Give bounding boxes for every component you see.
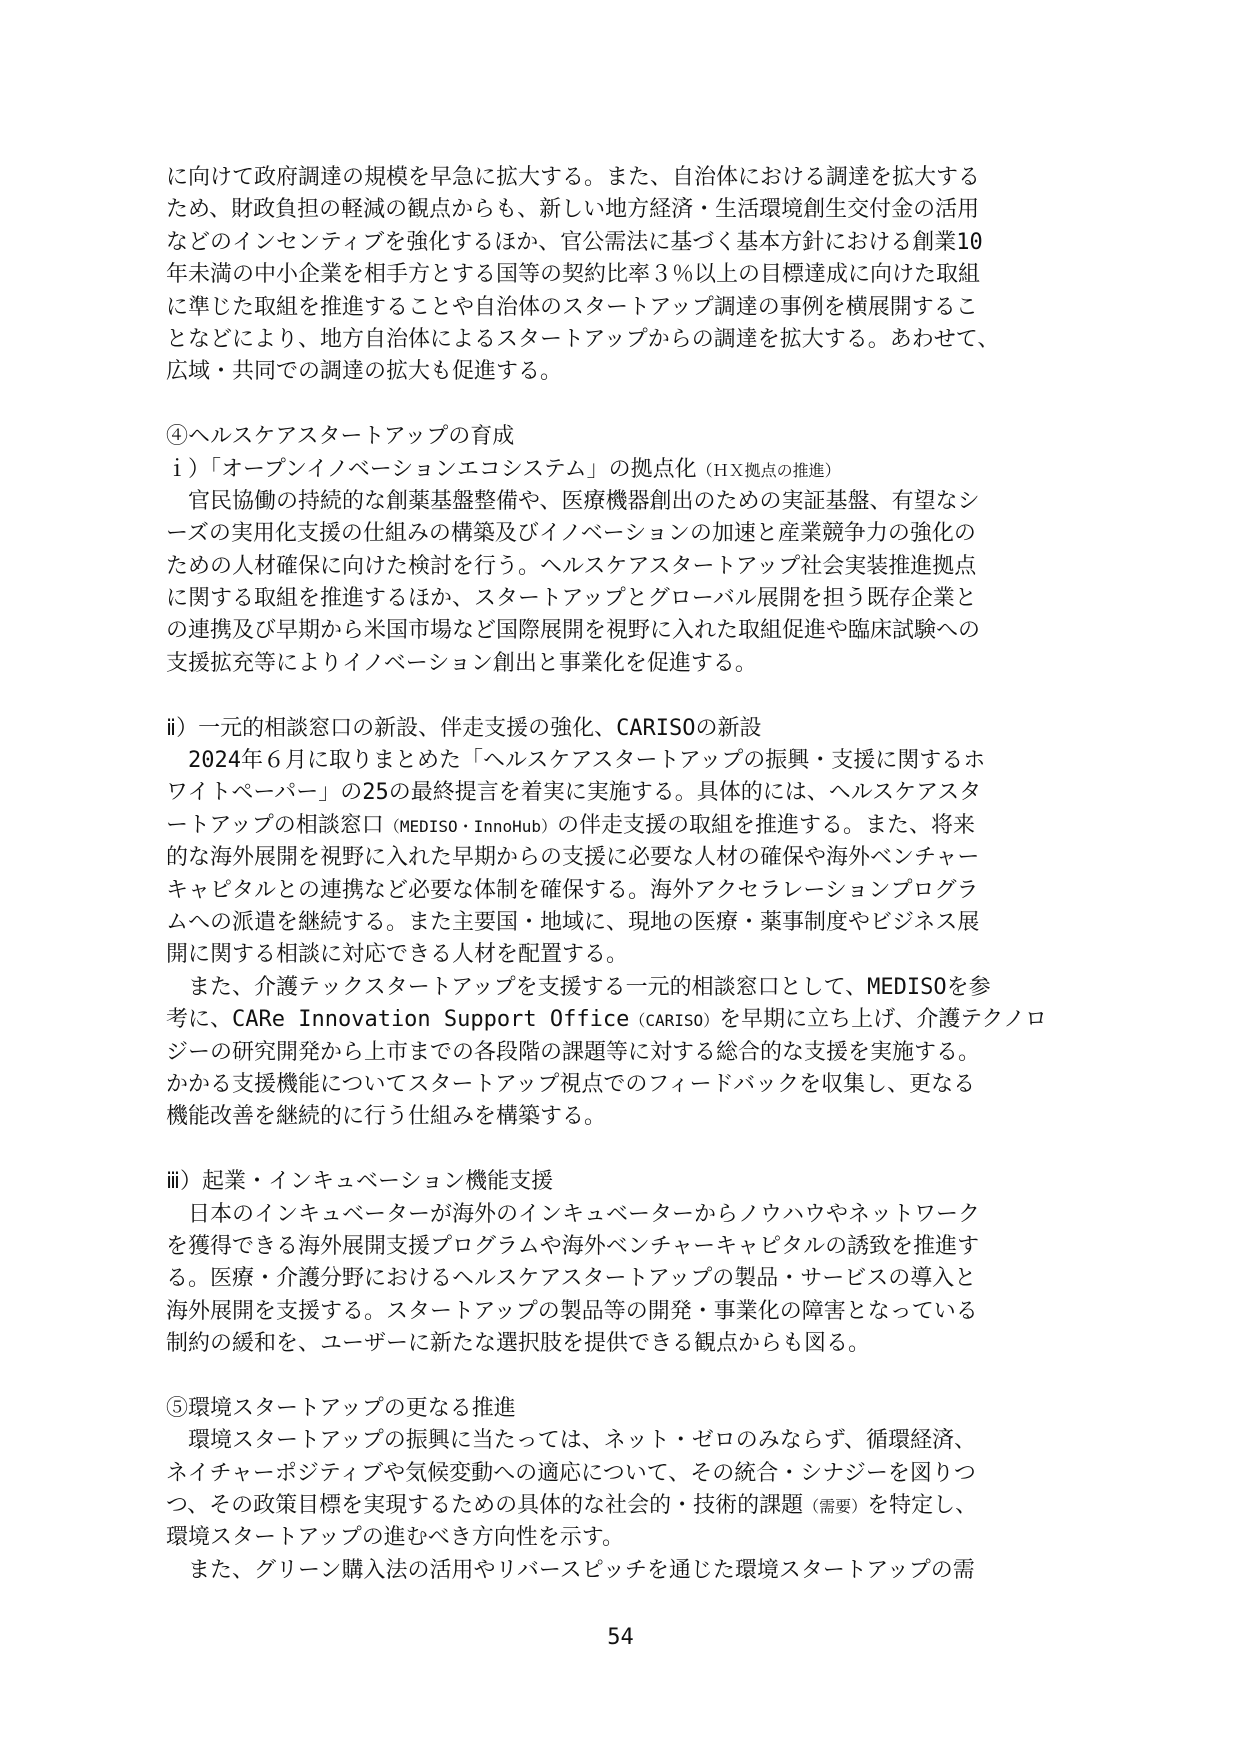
page-number: 54 bbox=[607, 1625, 634, 1650]
text-segment: つ、その政策目標を実現するための具体的な社会的・技術的課題 bbox=[166, 1493, 804, 1519]
text-line: ジーの研究開発から上市までの各段階の課題等に対する総合的な支援を実施する。 bbox=[166, 1039, 981, 1065]
subsection-heading-hx bbox=[166, 454, 1106, 486]
document-body bbox=[166, 162, 1106, 1587]
text-line: かかる支援機能についてスタートアップ視点でのフィードバックを収集し、更なる bbox=[166, 1071, 976, 1097]
text-line: 支援拡充等によりイノベーション創出と事業化を促進する。 bbox=[166, 650, 757, 676]
subsection-heading-consultation: ⅱ）一元的相談窓口の新設、伴走支援の強化、CARISOの新設 bbox=[166, 715, 762, 741]
paragraph-spacer bbox=[166, 1134, 1106, 1166]
text-line bbox=[166, 1004, 1106, 1036]
text-segment: の伴走支援の取組を推進する。また、将来 bbox=[557, 812, 976, 838]
text-line: 日本のインキュベーターが海外のインキュベーターからノウハウやネットワーク bbox=[166, 1201, 981, 1227]
text-line: 官民協働の持続的な創薬基盤整備や、医療機器創出のための実証基盤、有望なシ bbox=[166, 488, 980, 514]
text-line bbox=[166, 1490, 1106, 1522]
text-line: に準じた取組を推進することや自治体のスタートアップ調達の事例を横展開するこ bbox=[166, 294, 978, 320]
text-line: に関する取組を推進するほか、スタートアップとグローバル展開を担う既存企業と bbox=[166, 586, 977, 612]
text-line: の連携及び早期から米国市場など国際展開を視野に入れた取組促進や臨床試験への bbox=[166, 618, 981, 644]
text-line: ーズの実用化支援の仕組みの構築及びイノベーションの加速と産業競争力の強化の bbox=[166, 521, 976, 547]
subsection-heading-note: （ＨＸ拠点の推進） bbox=[696, 460, 841, 480]
text-line: 環境スタートアップの進むべき方向性を示す。 bbox=[166, 1525, 625, 1551]
text-line: 開に関する相談に対応できる人材を配置する。 bbox=[166, 942, 629, 968]
subsection-heading-incubation: ⅲ）起業・インキュベーション機能支援 bbox=[166, 1169, 554, 1195]
paragraph-spacer bbox=[166, 1360, 1106, 1392]
section-heading-environment: ⑤環境スタートアップの更なる推進 bbox=[166, 1395, 516, 1421]
subsection-heading-text: ｉ）「オープンイノベーションエコシステム」の拠点化 bbox=[166, 456, 697, 482]
text-line: また、グリーン購入法の活用やリバースピッチを通じた環境スタートアップの需 bbox=[166, 1557, 975, 1583]
text-segment: を特定し、 bbox=[867, 1493, 978, 1519]
text-line: などのインセンティブを強化するほか、官公需法に基づく基本方針における創業10 bbox=[166, 229, 983, 255]
text-line: る。医療・介護分野におけるヘルスケアスタートアップの製品・サービスの導入と bbox=[166, 1266, 977, 1292]
text-segment: 考に、CARe Innovation Support Office bbox=[166, 1007, 630, 1033]
text-line: となどにより、地方自治体によるスタートアップからの調達を拡大する。あわせて、 bbox=[166, 326, 1000, 352]
text-line: 機能改善を継続的に行う仕組みを構築する。 bbox=[166, 1104, 607, 1130]
inline-note: （需要） bbox=[803, 1497, 868, 1517]
text-line: に向けて政府調達の規模を早急に拡大する。また、自治体における調達を拡大する bbox=[166, 165, 981, 190]
text-segment: ートアップの相談窓口 bbox=[166, 812, 384, 838]
paragraph-procurement bbox=[166, 162, 1106, 389]
text-line: ための人材確保に向けた検討を行う。ヘルスケアスタートアップ社会実装推進拠点 bbox=[166, 553, 977, 579]
text-line: 2024年６月に取りまとめた「ヘルスケアスタートアップの振興・支援に関するホ bbox=[166, 748, 986, 774]
text-line: ネイチャーポジティブや気候変動への適応について、その統合・シナジーを図りつ bbox=[166, 1460, 976, 1486]
text-line: また、介護テックスタートアップを支援する一元的相談窓口として、MEDISOを参 bbox=[166, 974, 991, 1000]
text-line: 制約の緩和を、ユーザーに新たな選択肢を提供できる観点からも図る。 bbox=[166, 1331, 871, 1357]
section-heading-healthcare: ④ヘルスケアスタートアップの育成 bbox=[166, 424, 515, 450]
text-line: 広域・共同での調達の拡大も促進する。 bbox=[166, 359, 563, 385]
text-line: 海外展開を支援する。スタートアップの製品等の開発・事業化の障害となっている bbox=[166, 1298, 978, 1324]
paragraph-spacer bbox=[166, 389, 1106, 421]
text-line: 的な海外展開を視野に入れた早期からの支援に必要な人材の確保や海外ベンチャー bbox=[166, 845, 980, 871]
text-line: 年未満の中小企業を相手方とする国等の契約比率３％以上の目標達成に向けた取組 bbox=[166, 262, 981, 288]
text-line: ワイトペーパー」の25の最終提言を着実に実施する。具体的には、ヘルスケアスタ bbox=[166, 780, 982, 806]
text-line: を獲得できる海外展開支援プログラムや海外ベンチャーキャピタルの誘致を推進す bbox=[166, 1233, 980, 1259]
text-line: ため、財政負担の軽減の観点からも、新しい地方経済・生活環境創生交付金の活用 bbox=[166, 197, 980, 223]
text-line bbox=[166, 810, 1106, 842]
text-segment: を早期に立ち上げ、介護テクノロ bbox=[719, 1007, 1047, 1033]
inline-note: （CARISO） bbox=[629, 1011, 720, 1031]
text-line: 環境スタートアップの振興に当たっては、ネット・ゼロのみならず、循環経済、 bbox=[166, 1428, 977, 1454]
text-line: キャピタルとの連携など必要な体制を確保する。海外アクセラレーションプログラ bbox=[166, 877, 979, 903]
paragraph-spacer bbox=[166, 680, 1106, 712]
text-line: ムへの派遣を継続する。また主要国・地域に、現地の医療・薬事制度やビジネス展 bbox=[166, 909, 980, 935]
inline-note: （MEDISO・InnoHub） bbox=[383, 816, 558, 836]
